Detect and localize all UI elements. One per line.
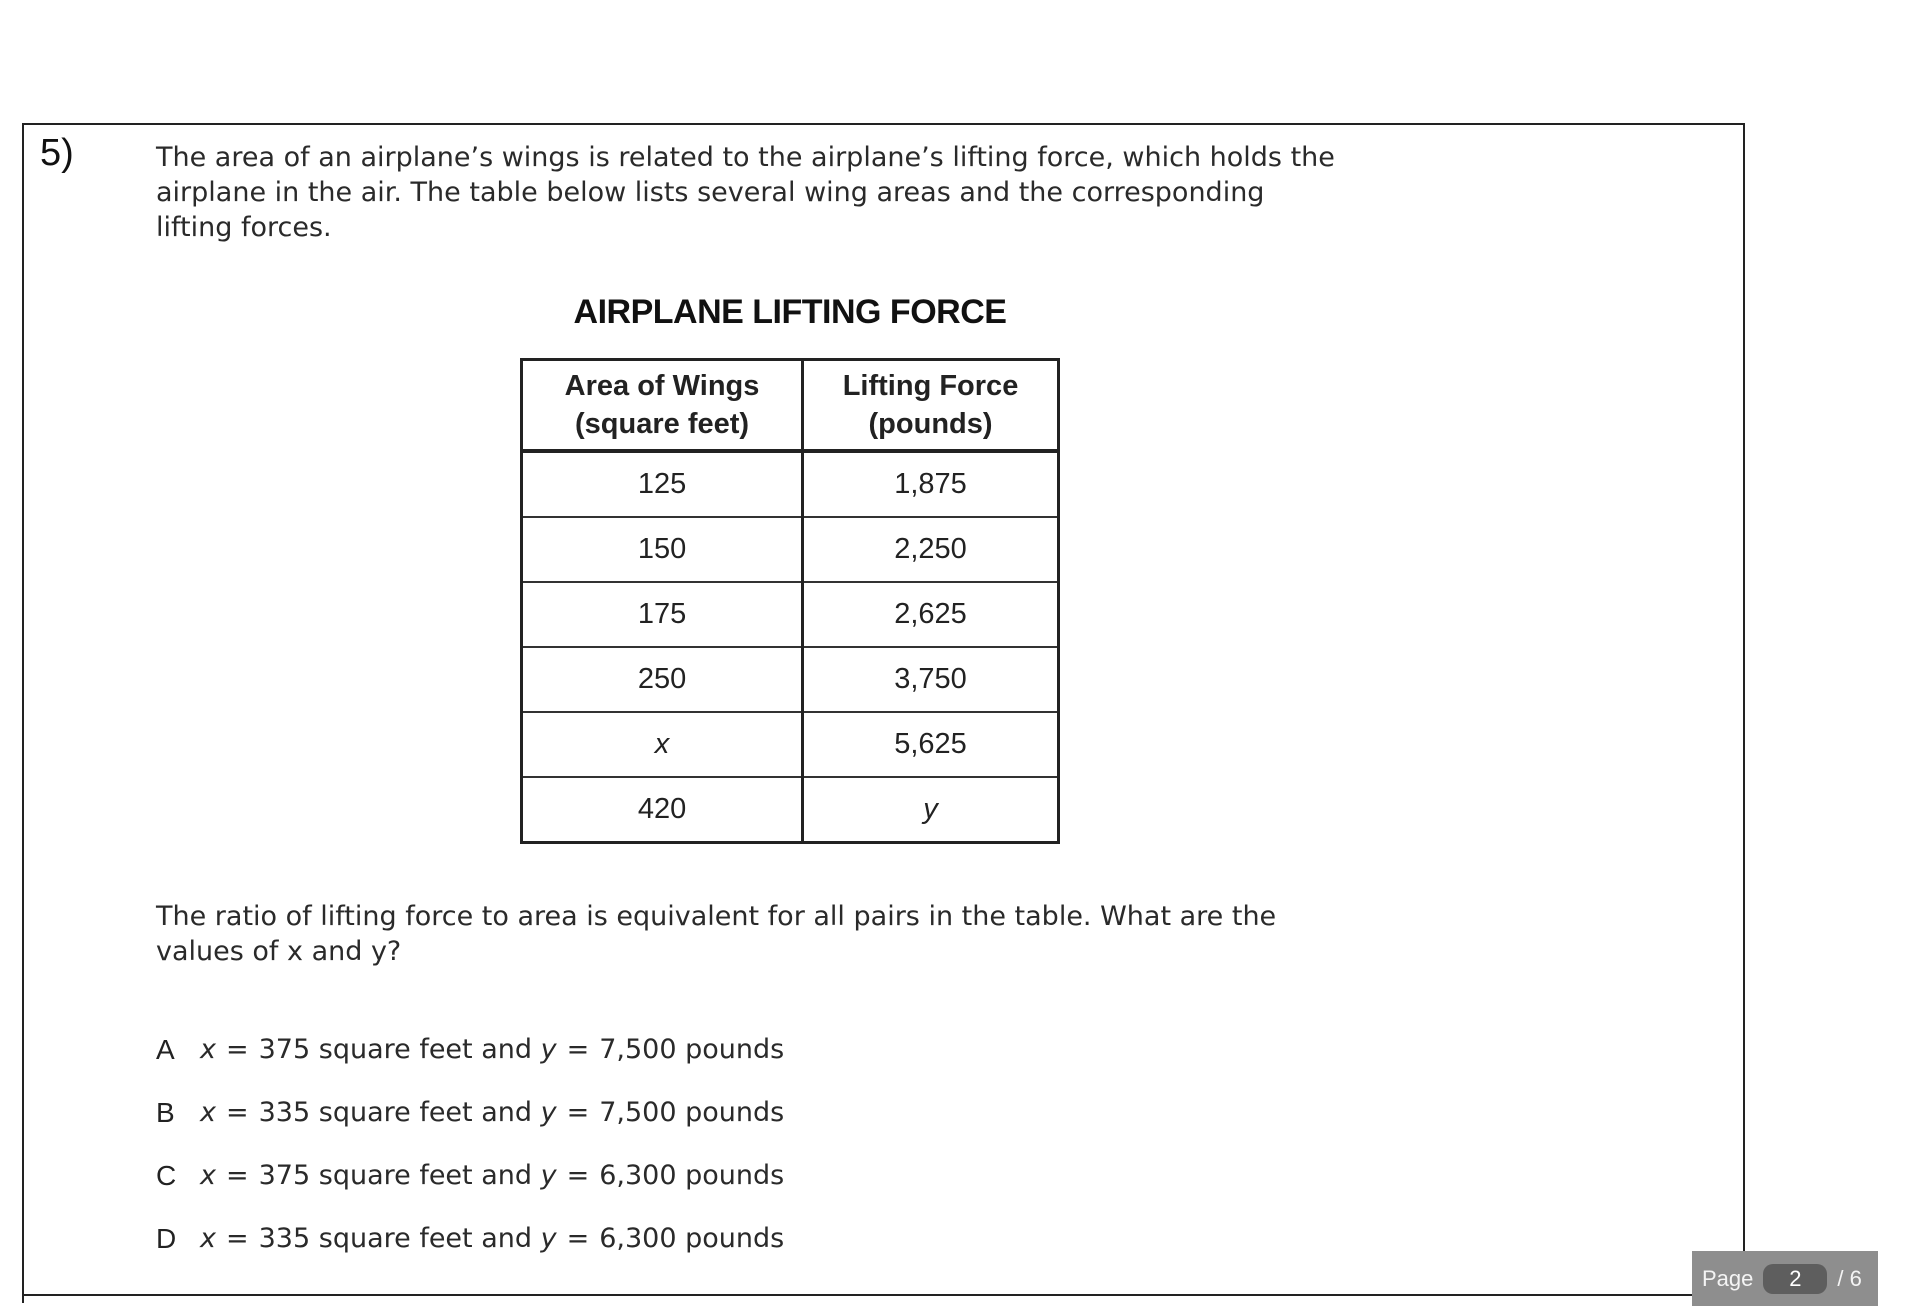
area-cell: 250	[522, 647, 803, 712]
page-divider	[22, 1294, 1745, 1296]
prompt-line-2: values of x and y?	[156, 936, 402, 967]
choice-var-x: x	[200, 1160, 216, 1191]
table-row	[522, 647, 1059, 712]
choice-y-unit: pounds	[685, 1097, 785, 1128]
table-header-row	[522, 360, 1059, 452]
choice-y-value: 6,300	[599, 1223, 677, 1254]
choice-var-x: x	[200, 1097, 216, 1128]
choice-y-unit: pounds	[685, 1034, 785, 1065]
area-cell: 175	[522, 582, 803, 647]
question-intro	[156, 140, 1436, 245]
force-cell: 1,875	[803, 451, 1059, 517]
choice-x-value: 375	[258, 1160, 311, 1191]
choice-equals: =	[566, 1223, 590, 1254]
choice-y-unit: pounds	[685, 1160, 785, 1191]
answer-choices	[156, 1018, 784, 1270]
header-area-of-wings	[522, 360, 803, 452]
question-number: 5)	[40, 132, 74, 174]
choice-y-value: 6,300	[599, 1160, 677, 1191]
intro-line-1: The area of an airplane’s wings is related to the airplane’s lifting force, which holds the	[156, 142, 1335, 173]
area-cell-unknown-x: x	[522, 712, 803, 777]
area-cell: 420	[522, 777, 803, 843]
choice-var-x: x	[200, 1223, 216, 1254]
choice-equals: =	[225, 1223, 249, 1254]
choice-equals: =	[566, 1160, 590, 1191]
area-cell: 150	[522, 517, 803, 582]
choice-x-unit: square feet and	[318, 1160, 533, 1191]
table-row	[522, 517, 1059, 582]
table-row	[522, 777, 1059, 843]
table-row	[522, 582, 1059, 647]
choice-c[interactable]	[156, 1144, 784, 1207]
header-area-line-2: (square feet)	[575, 408, 750, 440]
prompt-line-1: The ratio of lifting force to area is equivalent for all pairs in the table. What are the	[156, 901, 1277, 932]
force-cell: 3,750	[803, 647, 1059, 712]
choice-equals: =	[225, 1097, 249, 1128]
choice-var-y: y	[540, 1034, 557, 1065]
force-cell-unknown-y: y	[803, 777, 1059, 843]
intro-line-3: lifting forces.	[156, 212, 332, 243]
choice-equals: =	[225, 1160, 249, 1191]
choice-x-value: 335	[258, 1097, 311, 1128]
choice-y-value: 7,500	[599, 1034, 677, 1065]
intro-line-2: airplane in the air. The table below lists several wing areas and the corresponding	[156, 177, 1265, 208]
page-total: / 6	[1837, 1265, 1862, 1291]
header-force-line-1: Lifting Force	[842, 370, 1019, 402]
question-prompt	[156, 899, 1386, 969]
page-label: Page	[1702, 1265, 1754, 1291]
area-cell: 125	[522, 451, 803, 517]
table-row	[522, 712, 1059, 777]
choice-equals: =	[225, 1034, 249, 1065]
choice-a[interactable]	[156, 1018, 784, 1081]
header-force-line-2: (pounds)	[868, 408, 993, 440]
lifting-force-table	[520, 358, 1060, 844]
force-cell: 5,625	[803, 712, 1059, 777]
choice-x-value: 375	[258, 1034, 311, 1065]
choice-letter: D	[156, 1222, 177, 1254]
choice-letter: A	[156, 1033, 175, 1065]
choice-x-unit: square feet and	[318, 1223, 533, 1254]
table-row	[522, 451, 1059, 517]
choice-y-unit: pounds	[685, 1223, 785, 1254]
page-navigator	[1692, 1251, 1878, 1306]
choice-var-y: y	[540, 1223, 557, 1254]
force-cell: 2,250	[803, 517, 1059, 582]
choice-var-y: y	[540, 1160, 557, 1191]
choice-equals: =	[566, 1097, 590, 1128]
choice-d[interactable]	[156, 1207, 784, 1270]
choice-y-value: 7,500	[599, 1097, 677, 1128]
choice-var-y: y	[540, 1097, 557, 1128]
choice-letter: C	[156, 1159, 177, 1191]
choice-var-x: x	[200, 1034, 216, 1065]
header-area-line-1: Area of Wings	[564, 370, 760, 402]
force-cell: 2,625	[803, 582, 1059, 647]
choice-b[interactable]	[156, 1081, 784, 1144]
page-number-input[interactable]: 2	[1763, 1264, 1827, 1294]
choice-letter: B	[156, 1096, 175, 1128]
choice-x-unit: square feet and	[318, 1034, 533, 1065]
choice-x-value: 335	[258, 1223, 311, 1254]
header-lifting-force	[803, 360, 1059, 452]
table-title: AIRPLANE LIFTING FORCE	[573, 293, 1007, 331]
choice-x-unit: square feet and	[318, 1097, 533, 1128]
choice-equals: =	[566, 1034, 590, 1065]
